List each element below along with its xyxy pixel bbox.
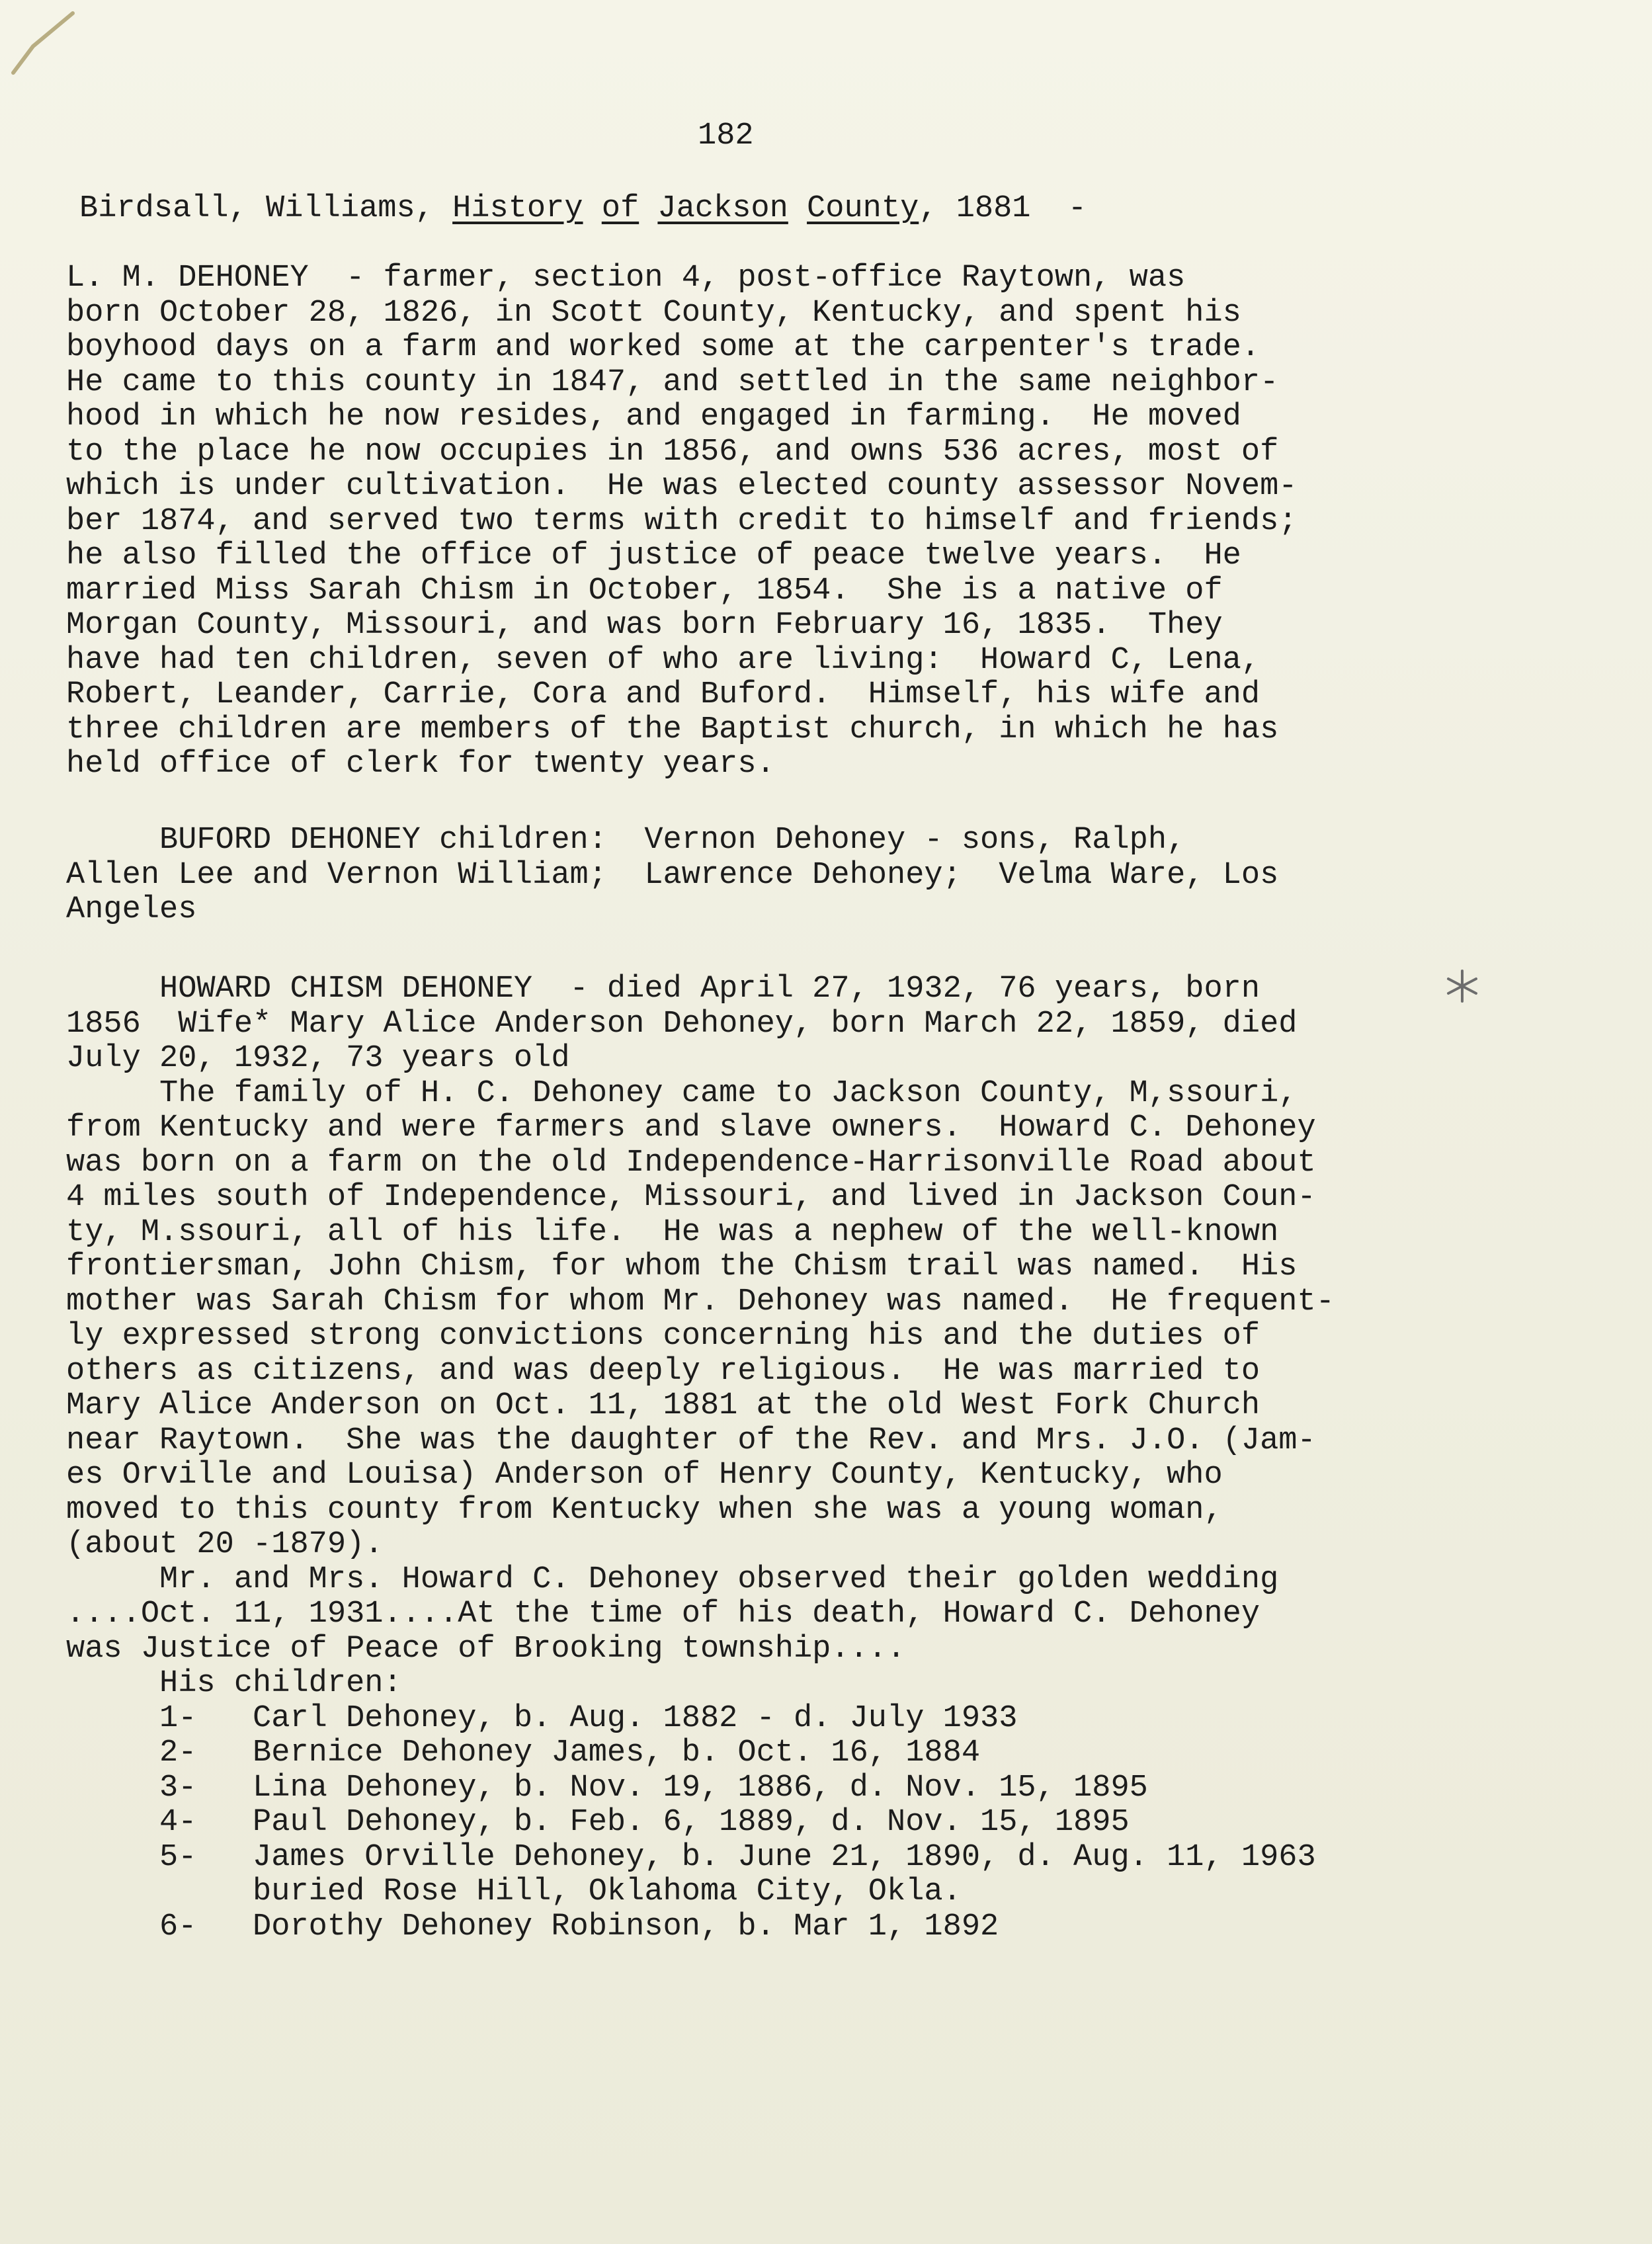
howard-paragraph-line: July 20, 1932, 73 years old xyxy=(66,1041,570,1076)
pencil-mark xyxy=(7,7,86,79)
howard-paragraph-line: near Raytown. She was the daughter of the Rev. and Mrs. J.O. (Jam- xyxy=(66,1423,1316,1458)
howard-paragraph-line: moved to this county from Kentucky when she was a young woman, xyxy=(66,1492,1223,1528)
ld-paragraph-line: have had ten children, seven of who are living: Howard C, Lena, xyxy=(66,642,1260,678)
ld-dehoney-paragraph xyxy=(66,261,1298,782)
ld-paragraph-line: He came to this county in 1847, and settled in the same neighbor- xyxy=(66,364,1279,400)
howard-paragraph-line: 4- Paul Dehoney, b. Feb. 6, 1889, d. Nov. 15, 1895 xyxy=(66,1805,1130,1840)
ld-paragraph-line: which is under cultivation. He was elected county assessor Novem- xyxy=(66,469,1298,504)
ld-paragraph-line: ber 1874, and served two terms with credit to himself and friends; xyxy=(66,503,1298,539)
howard-paragraph-line: was born on a farm on the old Independence-Harrisonville Road about xyxy=(66,1145,1316,1181)
source-suffix: , 1881 - xyxy=(919,191,1087,226)
howard-paragraph-line: 4 miles south of Independence, Missouri, and lived in Jackson Coun- xyxy=(66,1180,1316,1215)
ld-paragraph-line: held office of clerk for twenty years. xyxy=(66,747,775,782)
ld-paragraph-line: married Miss Sarah Chism in October, 1854. She is a native of xyxy=(66,573,1223,608)
howard-paragraph-line: was Justice of Peace of Brooking township.... xyxy=(66,1631,906,1667)
howard-paragraph-line: mother was Sarah Chism for whom Mr. Dehoney was named. He frequent- xyxy=(66,1284,1335,1319)
page-number: 182 xyxy=(698,118,754,153)
ld-paragraph-line: three children are members of the Baptist church, in which he has xyxy=(66,712,1279,747)
howard-paragraph-line: buried Rose Hill, Oklahoma City, Okla. xyxy=(66,1874,962,1909)
howard-dehoney-paragraph xyxy=(66,972,1335,1944)
ld-paragraph-line: Morgan County, Missouri, and was born February 16, 1835. They xyxy=(66,608,1223,643)
howard-paragraph-line: frontiersman, John Chism, for whom the Chism trail was named. His xyxy=(66,1249,1298,1284)
howard-paragraph-line: 6- Dorothy Dehoney Robinson, b. Mar 1, 1892 xyxy=(66,1909,999,1944)
source-citation xyxy=(79,192,1087,226)
ld-paragraph-line: Robert, Leander, Carrie, Cora and Buford. Himself, his wife and xyxy=(66,677,1260,712)
howard-paragraph-line: 5- James Orville Dehoney, b. June 21, 1890, d. Aug. 11, 1963 xyxy=(66,1839,1316,1875)
howard-paragraph-line: others as citizens, and was deeply religious. He was married to xyxy=(66,1353,1260,1389)
howard-paragraph-line: ....Oct. 11, 1931....At the time of his death, Howard C. Dehoney xyxy=(66,1597,1260,1632)
ld-paragraph-line: hood in which he now resides, and engaged in farming. He moved xyxy=(66,399,1241,435)
howard-paragraph-line: Mr. and Mrs. Howard C. Dehoney observed their golden wedding xyxy=(66,1561,1279,1597)
ld-paragraph-line: he also filled the office of justice of peace twelve years. He xyxy=(66,538,1241,573)
howard-paragraph-line: ly expressed strong convictions concerning his and the duties of xyxy=(66,1319,1260,1354)
howard-paragraph-line: 1- Carl Dehoney, b. Aug. 1882 - d. July 1933 xyxy=(66,1700,1018,1736)
howard-paragraph-line: HOWARD CHISM DEHONEY - died April 27, 1932, 76 years, born xyxy=(66,972,1260,1007)
howard-paragraph-line: es Orville and Louisa) Anderson of Henry County, Kentucky, who xyxy=(66,1458,1223,1493)
howard-paragraph-line: (about 20 -1879). xyxy=(66,1527,384,1562)
ld-paragraph-line: born October 28, 1826, in Scott County, Kentucky, and spent his xyxy=(66,295,1241,331)
source-title-word-4: County xyxy=(807,191,919,226)
buford-dehoney-paragraph xyxy=(66,823,1278,928)
source-title-word-3: Jackson xyxy=(657,191,788,226)
buford-paragraph-line: BUFORD DEHONEY children: Vernon Dehoney - sons, Ralph, xyxy=(66,823,1186,858)
ld-paragraph-line: to the place he now occupies in 1856, and owns 536 acres, most of xyxy=(66,434,1279,470)
howard-paragraph-line: 3- Lina Dehoney, b. Nov. 19, 1886, d. Nov. 15, 1895 xyxy=(66,1770,1148,1806)
howard-paragraph-line: His children: xyxy=(66,1666,402,1701)
source-prefix: Birdsall, Williams, xyxy=(79,191,453,226)
source-title-word-2: of xyxy=(601,191,640,226)
ld-paragraph-line: boyhood days on a farm and worked some at the carpenter's trade. xyxy=(66,330,1260,365)
howard-paragraph-line: 2- Bernice Dehoney James, b. Oct. 16, 1884 xyxy=(66,1735,981,1770)
buford-paragraph-line: Angeles xyxy=(66,892,197,927)
howard-paragraph-line: 1856 Wife* Mary Alice Anderson Dehoney, born March 22, 1859, died xyxy=(66,1006,1298,1042)
howard-paragraph-line: The family of H. C. Dehoney came to Jackson County, M,ssouri, xyxy=(66,1075,1298,1111)
ld-paragraph-line: L. M. DEHONEY - farmer, section 4, post-office Raytown, was xyxy=(66,261,1186,296)
source-title-word-1: History xyxy=(452,191,583,226)
howard-paragraph-line: from Kentucky and were farmers and slave owners. Howard C. Dehoney xyxy=(66,1110,1316,1145)
howard-paragraph-line: Mary Alice Anderson on Oct. 11, 1881 at the old West Fork Church xyxy=(66,1388,1260,1423)
howard-paragraph-line: ty, M.ssouri, all of his life. He was a nephew of the well-known xyxy=(66,1214,1279,1250)
buford-paragraph-line: Allen Lee and Vernon William; Lawrence Dehoney; Velma Ware, Los xyxy=(66,857,1279,893)
asterisk-mark xyxy=(1443,967,1481,1005)
